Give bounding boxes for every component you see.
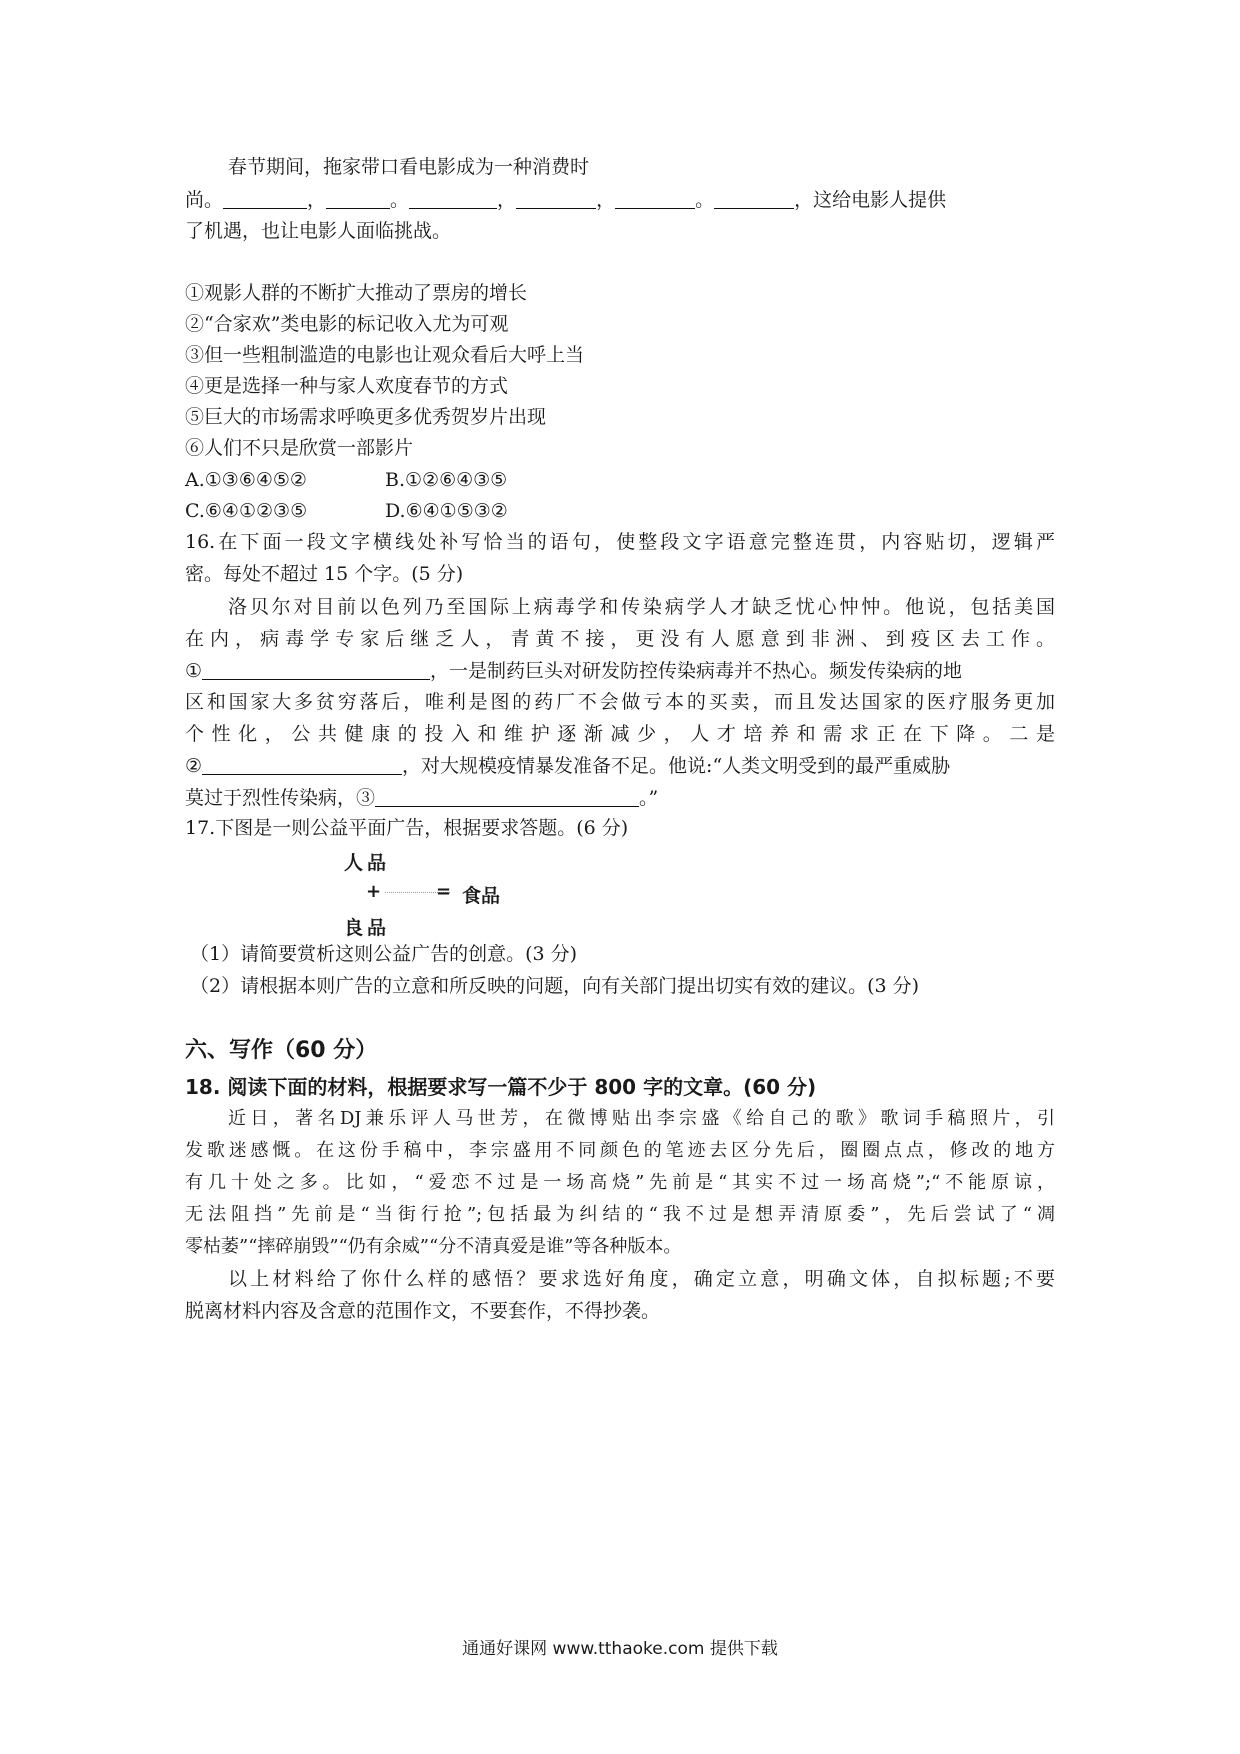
q16-blank-2[interactable] (202, 752, 402, 775)
q17-sub-1: （1）请简要赏析这则公益广告的创意。(3 分) (190, 943, 578, 965)
q15-blank-1[interactable] (223, 186, 307, 209)
q15-sep: 。 (390, 189, 410, 211)
material-line-3: 有几十处之多。比如，“爱恋不过是一场高烧”先前是“其实不过一场高烧”;“不能原谅， (185, 1172, 1055, 1193)
footer-download-note: 通通好课网 www.tthaoke.com 提供下载 (462, 1639, 778, 1659)
q15-item: ②“合家欢”类电影的标记收入尤为可观 (185, 313, 509, 335)
q15-line2 (185, 186, 946, 213)
q16-para-7-start: 莫过于烈性传染病，③ (185, 787, 376, 809)
q17-stem: 17.下图是一则公益平面广告，根据要求答题。(6 分) (185, 817, 629, 839)
q15-item: ⑤巨大的市场需求呼唤更多优秀贺岁片出现 (185, 406, 547, 428)
requirement-line-1: 以上材料给了你什么样的感悟？要求选好角度，确定立意，明确文体，自拟标题;不要 (228, 1268, 1055, 1290)
q15-blank-6[interactable] (714, 186, 794, 209)
q15-item: ③但一些粗制滥造的电影也让观众看后大呼上当 (185, 344, 585, 366)
q18-title: 18. 阅读下面的材料，根据要求写一篇不少于 800 字的文章。(60 分) (185, 1075, 817, 1099)
q16-blank-1[interactable] (202, 657, 430, 680)
q16-para-3-end: ，一是制药巨头对研发防控传染病毒并不热心。频发传染病的地 (430, 660, 963, 682)
q15-sep: ， (307, 189, 327, 211)
q15-item: ⑥人们不只是欣赏一部影片 (185, 437, 414, 459)
ad-word-bottom: 良品 (344, 917, 391, 939)
section-heading: 六、写作（60 分） (185, 1038, 378, 1063)
q16-para-6 (185, 752, 950, 779)
material-line-1: 近日，著名DJ兼乐评人马世芳，在微博贴出李宗盛《给自己的歌》歌词手稿照片，引 (228, 1108, 1055, 1129)
q16-para-7-end: 。” (639, 787, 659, 809)
q15-item: ④更是选择一种与家人欢度春节的方式 (185, 375, 509, 397)
q15-sep: ， (596, 189, 616, 211)
q15-line3: 了机遇，也让电影人面临挑战。 (185, 220, 452, 242)
ad-word-result: 食品 (462, 885, 501, 907)
ad-word-top: 人品 (344, 852, 391, 874)
q16-para-7 (185, 784, 658, 811)
q15-line2-end: ，这给电影人提供 (794, 189, 947, 211)
q16-para-2: 在内，病毒学专家后继乏人，青黄不接，更没有人愿意到非洲、到疫区去工作。 (185, 628, 1055, 650)
q16-para-1: 洛贝尔对目前以色列乃至国际上病毒学和传染病学人才缺乏忧心忡忡。他说，包括美国 (228, 596, 1055, 618)
q15-blank-4[interactable] (516, 186, 596, 209)
q15-option-a: A.①③⑥④⑤② (185, 469, 307, 491)
q15-option-c: C.⑥④①②③⑤ (185, 500, 308, 522)
q15-blank-5[interactable] (615, 186, 695, 209)
q16-para-5: 个性化，公共健康的投入和维护逐渐减少，人才培养和需求正在下降。二是 (185, 723, 1055, 745)
q15-line2-start: 尚。 (185, 189, 224, 211)
requirement-line-2: 脱离材料内容及含意的范围作文，不要套作，不得抄袭。 (185, 1300, 661, 1322)
ad-equals-sign: = (436, 881, 452, 902)
q16-para-4: 区和国家大多贫穷落后，唯利是图的药厂不会做亏本的买卖，而且发达国家的医疗服务更加 (185, 691, 1055, 713)
material-line-2: 发歌迷感慨。在这份手稿中，李宗盛用不同颜色的笔迹去区分先后，圈圈点点，修改的地方 (185, 1140, 1055, 1161)
q17-sub-2: （2）请根据本则广告的立意和所反映的问题，向有关部门提出切实有效的建议。(3 分) (190, 975, 920, 997)
q16-stem-1: 16.在下面一段文字横线处补写恰当的语句，使整段文字语意完整连贯，内容贴切，逻辑严 (185, 531, 1055, 553)
q16-marker-1: ① (185, 660, 203, 682)
ad-plus-sign: + (366, 881, 382, 902)
q15-option-d: D.⑥④①⑤③② (385, 500, 508, 522)
q16-stem-2: 密。每处不超过 15 个字。(5 分) (185, 563, 464, 585)
q15-sep: ， (497, 189, 517, 211)
q16-marker-2: ② (185, 755, 203, 777)
q15-item: ①观影人群的不断扩大推动了票房的增长 (185, 282, 528, 304)
q15-option-b: B.①②⑥④③⑤ (385, 469, 508, 491)
q15-sep: 。 (695, 189, 715, 211)
q16-para-6-end: ，对大规模疫情暴发准备不足。他说:“人类文明受到的最严重威胁 (402, 755, 951, 777)
material-line-4: 无法阻挡”先前是“当街行抢”;包括最为纠结的“我不过是想弄清原委”，先后尝试了“凋 (185, 1204, 1055, 1225)
q16-para-3 (185, 657, 962, 684)
q15-blank-3[interactable] (409, 186, 497, 209)
q15-line1: 春节期间，拖家带口看电影成为一种消费时 (228, 156, 590, 178)
material-line-5: 零枯萎”“摔碎崩毁”“仍有余威”“分不清真爱是谁”等各种版本。 (185, 1236, 682, 1257)
q16-blank-3[interactable] (375, 784, 639, 807)
q15-blank-2[interactable] (326, 186, 390, 209)
